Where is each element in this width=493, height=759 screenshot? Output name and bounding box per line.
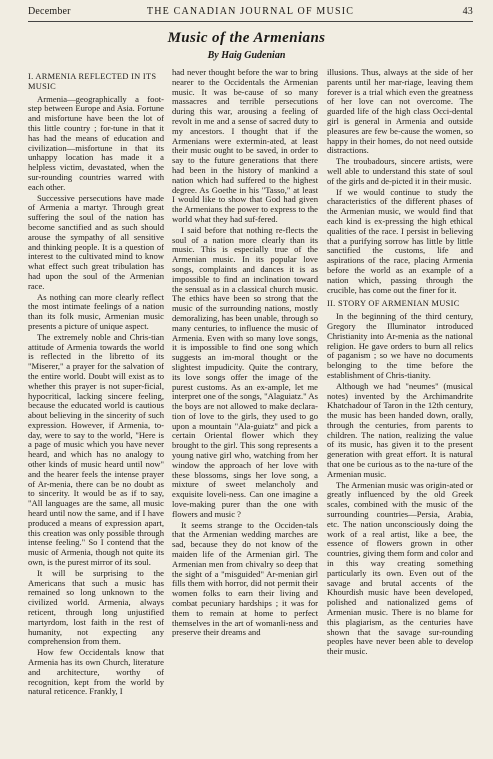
column-2: [172, 68, 318, 754]
section-heading: II. STORY OF ARMENIAN MUSIC: [327, 299, 460, 309]
paragraph: How few Occidentals know that Armenia has its own Church, literature and architecture, worthy of recognition, kept from the world by natural reticence. Frankly, I: [28, 647, 164, 697]
header-month: December: [28, 6, 71, 17]
paragraph: I said before that nothing re-flects the soul of a nation more clearly than its music. This is especially true of the Armenian music. In its popular love songs, complaints and dances it is as impossible to find an inclination toward the sensual as in a classical church music. The ethics have been so strong that the music of the surrounding nations, mostly demoralizing, has been unable, through so many centuries, to influence the music of Armenia. Even with so many love songs, it is impossible to find one song which suggests an im-moral thought or the slightest impudicity. Quite the contrary, its love songs offer the image of the purest customs. As an ex-ample, let me interpret one of the songs, "Alaguiatz." As the boys are not allowed to make declara-tion of love to the girls, they used to go upon a mountain "Ala-guiatz" and pick a certain Oriental flower which they brought to the girl. This song represents a young native girl who, watching from her window the approach of her love with these blossoms, sings her love song, a mixture of sweet melancholy and exquisite loveli-ness. Can one imagine a love-making purer than the one with flowers and music ?: [172, 224, 318, 519]
paragraph: It will be surprising to the Americans that such a music has remained so long unknown to the civilized world. Armenia, always reticent, through long unjustified martyrdom, lost faith in the rest of humanity, not expecting any comprehension from them.: [28, 567, 164, 647]
paragraph: In the beginning of the third century, Gregory the Illuminator introduced Christianity into Ar-menia as the national religion. He gave orders to burn all relics of paganism ; so we have no documents belonging to the time before the establishment of Chris-tianity.: [327, 311, 473, 380]
paragraph: Successive persecutions have made of Armenia a martyr. Through great suffering the soul of the nation has become sanctified and as such should arouse the sympathy of all sensitive and thinking people. It is a question of interest to the cultivated mind to know what effect such great tribulation has had upon the soul of the Armenian race.: [28, 192, 164, 291]
section-heading: I. ARMENIA REFLECTED IN ITS MUSIC: [28, 72, 157, 91]
header-rule: [28, 21, 473, 22]
paragraph: Armenia—geographically a foot-step between Europe and Asia. Fortune and misfortune have been the lot of this little country ; for-tune in that it has had the means of education and civilization—misfortune in that its unhappy location has made it a helpless victim, devastated, when the sur-rounding countries warred with each other.: [28, 93, 164, 192]
paragraph: The extremely noble and Chris-tian attitude of Armenia towards the world is reflected in the libretto of its "Miserer," a prayer for the salvation of the entire world. Doubt will exist as to whether this prayer is not super-ficial, hypocritical, lacking sincere feeling, because the educated world is cautious about believing in the sincerity of such expression. However, if Armenia, to-day, were to say to the world, "Here is a page of music which you have never heard, and which has no analogy to other kinds of music heard until now" and the hearer feels the intense prayer of Ar-menia, there can be no doubt as to sincerity. It would be as if to say, "All languages are the same, all music heard until now the same, and if I have produced a means of expression apart, this creation was only possible through intense feeling." So I contend that the music of Armenia, though not quite its own, is the purest mirror of its soul.: [28, 331, 164, 568]
paragraph: As nothing can more clearly reflect the most intimate feelings of a nation than its folk music, Armenian music presents a picture of unique aspect.: [28, 291, 164, 331]
paragraph: The troubadours, sincere artists, were well able to understand this state of soul of the girls and de-picted it in their music.: [327, 156, 473, 186]
article-title: Music of the Armenians: [167, 30, 326, 46]
column-1: [28, 68, 164, 754]
journal-name: THE CANADIAN JOURNAL OF MUSIC: [146, 6, 355, 17]
paragraph: The Armenian music was origin-ated or greatly influenced by the old Greek scales, combined with the music of the surrounding countries—Persia, Arabia, etc. The nation unconsciously doing the work of a real artist, like a bee, the essence of flowers grown in other countries, giving them form and color and in this way creating something particularly its own. Even out of the savage and brutal accents of the Khourdish music have been developed, polished and nationalized gems of Armenian music. There is no blame for this plagiarism, as the centuries have shown that the savage sur-rounding peoples have never been able to develop their music.: [327, 479, 473, 657]
article-byline: By Haig Gudenian: [207, 50, 286, 61]
page-number: 43: [462, 6, 473, 17]
paragraph: Although we had "neumes" (musical notes) invented by the Archimandrite Khatchadour of Taron in the 12th century, the music has been handed down, orally, through the centuries, from parents to children. The nation, realizing the value of its music, has given it to the present generation with great effort. It is natural that one be curious as to the na-ture of the Armenian music.: [327, 380, 473, 479]
paragraph: It seems strange to the Occiden-tals that the Armenian wedding marches are sad, because they do not know of the maiden life of the Armenian girl. The Armenian men from chivalry so deep that the sight of a "misguided" Ar-menian girl fills them with horror, did not permit their women folks to earn their living and combat pecuniary hardships ; it was for them to remain at home to perfect themselves in the art of womanli-ness and preserve their dreams and: [172, 519, 318, 638]
paragraph: had never thought before the war to bring nearer to the Occidentals the Armenian music. It was be-cause of so many massacres and terrible persecutions during this war, arousing a feeling of revolt in me and a sense of sacred duty to my ancestors. I thought that if the Armenians were extermin-ated, at least their music ought to be saved, in order to say to the future generations that there had been in the history of mankind a nation which had suffered to the highest degree. As Goethe in his "Tasso," at least I would like to show that God had given the Armenians the power to express to the world what they had suf-fered.: [172, 68, 318, 224]
paragraph: illusions. Thus, always at the side of her parents until her mar-riage, leaving them forever is a trial which even the greatness of her love can not overcome. The guarded life of the high class Occi-dental girl is general in Armenia and outside pleasures are few be-cause the women, so happy in their homes, do not need outside distractions.: [327, 68, 473, 156]
column-3: [327, 68, 473, 754]
page-header: [28, 6, 473, 20]
paragraph: If we would continue to study the characteristics of the different phases of the Armenian music, we would find that each kind is ex-pressing the high ethical qualities of the race. I persist in believing that a purifying sorrow has little by little sanctified the customs, life and aspirations of the race, placing Armenia before the world as an example of a nation which, passing through the crucible, has come out the finer for it.: [327, 186, 473, 295]
